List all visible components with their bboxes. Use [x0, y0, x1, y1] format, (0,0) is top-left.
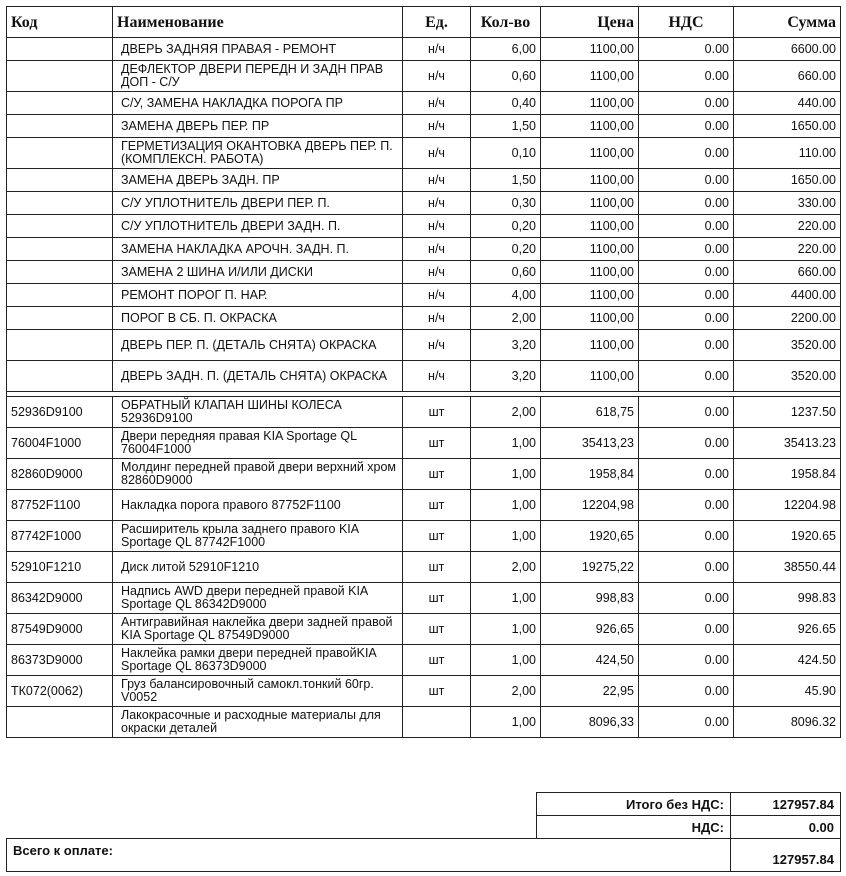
table-row — [7, 307, 841, 330]
cell-sum: 1920.65 — [734, 521, 841, 552]
cell-qty: 1,00 — [471, 645, 541, 676]
cell-code: 87742F1000 — [7, 521, 113, 552]
table-row — [7, 38, 841, 61]
cell-sum: 660.00 — [734, 61, 841, 92]
cell-sum: 35413.23 — [734, 428, 841, 459]
cell-name: Наклейка рамки двери передней правойKIA Sportage QL 86373D9000 — [113, 645, 403, 676]
cell-price: 19275,22 — [541, 552, 639, 583]
cell-price: 8096,33 — [541, 707, 639, 738]
cell-sum: 424.50 — [734, 645, 841, 676]
cell-qty: 0,20 — [471, 215, 541, 238]
cell-price: 424,50 — [541, 645, 639, 676]
cell-code: ТК072(0062) — [7, 676, 113, 707]
cell-unit: н/ч — [403, 192, 471, 215]
cell-unit: н/ч — [403, 261, 471, 284]
cell-unit: шт — [403, 459, 471, 490]
cell-sum: 4400.00 — [734, 284, 841, 307]
vat-label: НДС: — [537, 816, 731, 839]
cell-price: 1920,65 — [541, 521, 639, 552]
cell-unit: шт — [403, 614, 471, 645]
cell-name: ЗАМЕНА ДВЕРЬ ЗАДН. ПР — [113, 169, 403, 192]
cell-qty: 2,00 — [471, 307, 541, 330]
cell-qty: 4,00 — [471, 284, 541, 307]
cell-sum: 1650.00 — [734, 115, 841, 138]
cell-vat: 0.00 — [639, 238, 734, 261]
cell-unit: шт — [403, 397, 471, 428]
cell-price: 1100,00 — [541, 92, 639, 115]
cell-code — [7, 215, 113, 238]
cell-name: Расширитель крыла заднего правого KIA Sportage QL 87742F1000 — [113, 521, 403, 552]
cell-qty: 2,00 — [471, 676, 541, 707]
cell-code: 86342D9000 — [7, 583, 113, 614]
cell-unit: шт — [403, 676, 471, 707]
cell-name: ДВЕРЬ ЗАДНЯЯ ПРАВАЯ - РЕМОНТ — [113, 38, 403, 61]
cell-sum: 330.00 — [734, 192, 841, 215]
cell-name: ОБРАТНЫЙ КЛАПАН ШИНЫ КОЛЕСА 52936D9100 — [113, 397, 403, 428]
cell-qty: 1,00 — [471, 459, 541, 490]
cell-code: 86373D9000 — [7, 645, 113, 676]
totals-table — [536, 792, 841, 839]
table-header-row — [7, 7, 841, 38]
cell-sum: 220.00 — [734, 238, 841, 261]
cell-unit: н/ч — [403, 238, 471, 261]
cell-code: 82860D9000 — [7, 459, 113, 490]
table-row — [7, 676, 841, 707]
cell-qty: 1,50 — [471, 115, 541, 138]
cell-qty: 0,40 — [471, 92, 541, 115]
cell-sum: 38550.44 — [734, 552, 841, 583]
cell-vat: 0.00 — [639, 330, 734, 361]
table-row — [7, 707, 841, 738]
table-row — [7, 215, 841, 238]
cell-price: 1100,00 — [541, 361, 639, 392]
cell-price: 1100,00 — [541, 169, 639, 192]
cell-qty: 2,00 — [471, 552, 541, 583]
table-row — [7, 645, 841, 676]
cell-price: 998,83 — [541, 583, 639, 614]
table-row — [7, 61, 841, 92]
cell-vat: 0.00 — [639, 614, 734, 645]
cell-vat: 0.00 — [639, 490, 734, 521]
cell-sum: 6600.00 — [734, 38, 841, 61]
cell-name: С/У УПЛОТНИТЕЛЬ ДВЕРИ ПЕР. П. — [113, 192, 403, 215]
cell-unit: н/ч — [403, 115, 471, 138]
cell-qty: 0,60 — [471, 61, 541, 92]
cell-vat: 0.00 — [639, 61, 734, 92]
table-row — [7, 521, 841, 552]
table-row — [7, 92, 841, 115]
cell-name: С/У УПЛОТНИТЕЛЬ ДВЕРИ ЗАДН. П. — [113, 215, 403, 238]
cell-price: 1100,00 — [541, 307, 639, 330]
subtotal-row — [537, 793, 841, 816]
header-unit: Ед. — [403, 7, 471, 38]
cell-code — [7, 115, 113, 138]
cell-code — [7, 92, 113, 115]
cell-code: 52910F1210 — [7, 552, 113, 583]
cell-name: Диск литой 52910F1210 — [113, 552, 403, 583]
table-row — [7, 552, 841, 583]
table-row — [7, 169, 841, 192]
cell-sum: 440.00 — [734, 92, 841, 115]
table-row — [7, 330, 841, 361]
cell-name: С/У, ЗАМЕНА НАКЛАДКА ПОРОГА ПР — [113, 92, 403, 115]
cell-price: 1958,84 — [541, 459, 639, 490]
cell-price: 618,75 — [541, 397, 639, 428]
cell-code — [7, 261, 113, 284]
table-row — [7, 138, 841, 169]
cell-price: 1100,00 — [541, 284, 639, 307]
cell-code — [7, 238, 113, 261]
cell-vat: 0.00 — [639, 261, 734, 284]
cell-vat: 0.00 — [639, 192, 734, 215]
table-row — [7, 361, 841, 392]
cell-sum: 2200.00 — [734, 307, 841, 330]
grand-total-value: 127957.84 — [731, 839, 841, 872]
cell-vat: 0.00 — [639, 138, 734, 169]
cell-name: Груз балансировочный самокл.тонкий 60гр. V0052 — [113, 676, 403, 707]
cell-unit: н/ч — [403, 215, 471, 238]
cell-unit: шт — [403, 645, 471, 676]
cell-unit: н/ч — [403, 138, 471, 169]
cell-unit: н/ч — [403, 307, 471, 330]
cell-sum: 998.83 — [734, 583, 841, 614]
cell-unit: шт — [403, 583, 471, 614]
table-row — [7, 459, 841, 490]
cell-code — [7, 330, 113, 361]
header-qty: Кол-во — [471, 7, 541, 38]
cell-price: 12204,98 — [541, 490, 639, 521]
cell-sum: 45.90 — [734, 676, 841, 707]
cell-vat: 0.00 — [639, 361, 734, 392]
cell-vat: 0.00 — [639, 215, 734, 238]
cell-unit: н/ч — [403, 284, 471, 307]
header-code: Код — [7, 7, 113, 38]
cell-qty: 1,00 — [471, 521, 541, 552]
cell-name: Двери передняя правая KIA Sportage QL 76004F1000 — [113, 428, 403, 459]
table-row — [7, 238, 841, 261]
table-row — [7, 428, 841, 459]
cell-code — [7, 707, 113, 738]
cell-price: 1100,00 — [541, 215, 639, 238]
cell-price: 1100,00 — [541, 115, 639, 138]
cell-qty: 0,20 — [471, 238, 541, 261]
table-row — [7, 115, 841, 138]
cell-name: РЕМОНТ ПОРОГ П. НАР. — [113, 284, 403, 307]
cell-unit: н/ч — [403, 330, 471, 361]
cell-name: ГЕРМЕТИЗАЦИЯ ОКАНТОВКА ДВЕРЬ ПЕР. П. (КОМПЛЕКСН. РАБОТА) — [113, 138, 403, 169]
cell-vat: 0.00 — [639, 676, 734, 707]
cell-price: 1100,00 — [541, 330, 639, 361]
cell-code — [7, 169, 113, 192]
cell-qty: 0,60 — [471, 261, 541, 284]
cell-code — [7, 61, 113, 92]
cell-qty: 1,00 — [471, 490, 541, 521]
cell-name: Накладка порога правого 87752F1100 — [113, 490, 403, 521]
cell-unit: н/ч — [403, 61, 471, 92]
cell-code — [7, 361, 113, 392]
cell-unit — [403, 707, 471, 738]
subtotal-label: Итого без НДС: — [537, 793, 731, 816]
cell-name: Надпись AWD двери передней правой KIA Sportage QL 86342D9000 — [113, 583, 403, 614]
invoice-table — [6, 6, 841, 738]
cell-qty: 1,50 — [471, 169, 541, 192]
cell-vat: 0.00 — [639, 645, 734, 676]
cell-sum: 8096.32 — [734, 707, 841, 738]
cell-unit: н/ч — [403, 169, 471, 192]
cell-name: Лакокрасочные и расходные материалы для окраски деталей — [113, 707, 403, 738]
cell-sum: 3520.00 — [734, 361, 841, 392]
cell-qty: 0,10 — [471, 138, 541, 169]
cell-vat: 0.00 — [639, 428, 734, 459]
cell-qty: 1,00 — [471, 583, 541, 614]
cell-unit: н/ч — [403, 38, 471, 61]
cell-vat: 0.00 — [639, 307, 734, 330]
cell-qty: 1,00 — [471, 707, 541, 738]
cell-price: 1100,00 — [541, 238, 639, 261]
cell-qty: 3,20 — [471, 361, 541, 392]
cell-vat: 0.00 — [639, 707, 734, 738]
cell-vat: 0.00 — [639, 284, 734, 307]
cell-price: 35413,23 — [541, 428, 639, 459]
cell-vat: 0.00 — [639, 397, 734, 428]
cell-code — [7, 192, 113, 215]
cell-unit: шт — [403, 521, 471, 552]
cell-unit: шт — [403, 552, 471, 583]
table-body — [7, 38, 841, 738]
cell-vat: 0.00 — [639, 38, 734, 61]
cell-vat: 0.00 — [639, 521, 734, 552]
table-row — [7, 614, 841, 645]
cell-qty: 3,20 — [471, 330, 541, 361]
header-price: Цена — [541, 7, 639, 38]
cell-vat: 0.00 — [639, 459, 734, 490]
cell-price: 926,65 — [541, 614, 639, 645]
cell-code: 52936D9100 — [7, 397, 113, 428]
table-row — [7, 397, 841, 428]
grand-total-label: Всего к оплате: — [7, 839, 731, 872]
cell-code — [7, 284, 113, 307]
cell-unit: н/ч — [403, 92, 471, 115]
table-row — [7, 284, 841, 307]
cell-sum: 660.00 — [734, 261, 841, 284]
cell-price: 1100,00 — [541, 61, 639, 92]
cell-name: ПОРОГ В СБ. П. ОКРАСКА — [113, 307, 403, 330]
cell-vat: 0.00 — [639, 552, 734, 583]
cell-code — [7, 307, 113, 330]
cell-vat: 0.00 — [639, 92, 734, 115]
cell-sum: 926.65 — [734, 614, 841, 645]
cell-sum: 220.00 — [734, 215, 841, 238]
cell-vat: 0.00 — [639, 583, 734, 614]
cell-name: ДЕФЛЕКТОР ДВЕРИ ПЕРЕДН И ЗАДН ПРАВ ДОП - С/У — [113, 61, 403, 92]
cell-qty: 1,00 — [471, 428, 541, 459]
cell-qty: 1,00 — [471, 614, 541, 645]
cell-sum: 3520.00 — [734, 330, 841, 361]
cell-code — [7, 38, 113, 61]
cell-unit: шт — [403, 490, 471, 521]
grand-total-table — [6, 838, 841, 872]
cell-name: Антигравийная наклейка двери задней правой KIA Sportage QL 87549D9000 — [113, 614, 403, 645]
vat-value: 0.00 — [731, 816, 841, 839]
cell-price: 1100,00 — [541, 38, 639, 61]
header-name: Наименование — [113, 7, 403, 38]
cell-code: 76004F1000 — [7, 428, 113, 459]
header-sum: Сумма — [734, 7, 841, 38]
cell-unit: н/ч — [403, 361, 471, 392]
cell-price: 22,95 — [541, 676, 639, 707]
cell-name: ЗАМЕНА ДВЕРЬ ПЕР. ПР — [113, 115, 403, 138]
cell-vat: 0.00 — [639, 169, 734, 192]
cell-qty: 6,00 — [471, 38, 541, 61]
cell-sum: 12204.98 — [734, 490, 841, 521]
cell-code: 87549D9000 — [7, 614, 113, 645]
cell-price: 1100,00 — [541, 138, 639, 169]
cell-name: ДВЕРЬ ЗАДН. П. (ДЕТАЛЬ СНЯТА) ОКРАСКА — [113, 361, 403, 392]
vat-row — [537, 816, 841, 839]
cell-sum: 1237.50 — [734, 397, 841, 428]
cell-name: ДВЕРЬ ПЕР. П. (ДЕТАЛЬ СНЯТА) ОКРАСКА — [113, 330, 403, 361]
table-row — [7, 490, 841, 521]
cell-code: 87752F1100 — [7, 490, 113, 521]
cell-name: ЗАМЕНА НАКЛАДКА АРОЧН. ЗАДН. П. — [113, 238, 403, 261]
table-row — [7, 192, 841, 215]
cell-price: 1100,00 — [541, 192, 639, 215]
cell-vat: 0.00 — [639, 115, 734, 138]
header-vat: НДС — [639, 7, 734, 38]
cell-price: 1100,00 — [541, 261, 639, 284]
cell-name: Молдинг передней правой двери верхний хром 82860D9000 — [113, 459, 403, 490]
cell-qty: 0,30 — [471, 192, 541, 215]
table-row — [7, 261, 841, 284]
cell-name: ЗАМЕНА 2 ШИНА И/ИЛИ ДИСКИ — [113, 261, 403, 284]
cell-unit: шт — [403, 428, 471, 459]
grand-total-row — [7, 839, 841, 872]
table-row — [7, 583, 841, 614]
cell-code — [7, 138, 113, 169]
cell-qty: 2,00 — [471, 397, 541, 428]
subtotal-value: 127957.84 — [731, 793, 841, 816]
cell-sum: 1958.84 — [734, 459, 841, 490]
cell-sum: 110.00 — [734, 138, 841, 169]
cell-sum: 1650.00 — [734, 169, 841, 192]
